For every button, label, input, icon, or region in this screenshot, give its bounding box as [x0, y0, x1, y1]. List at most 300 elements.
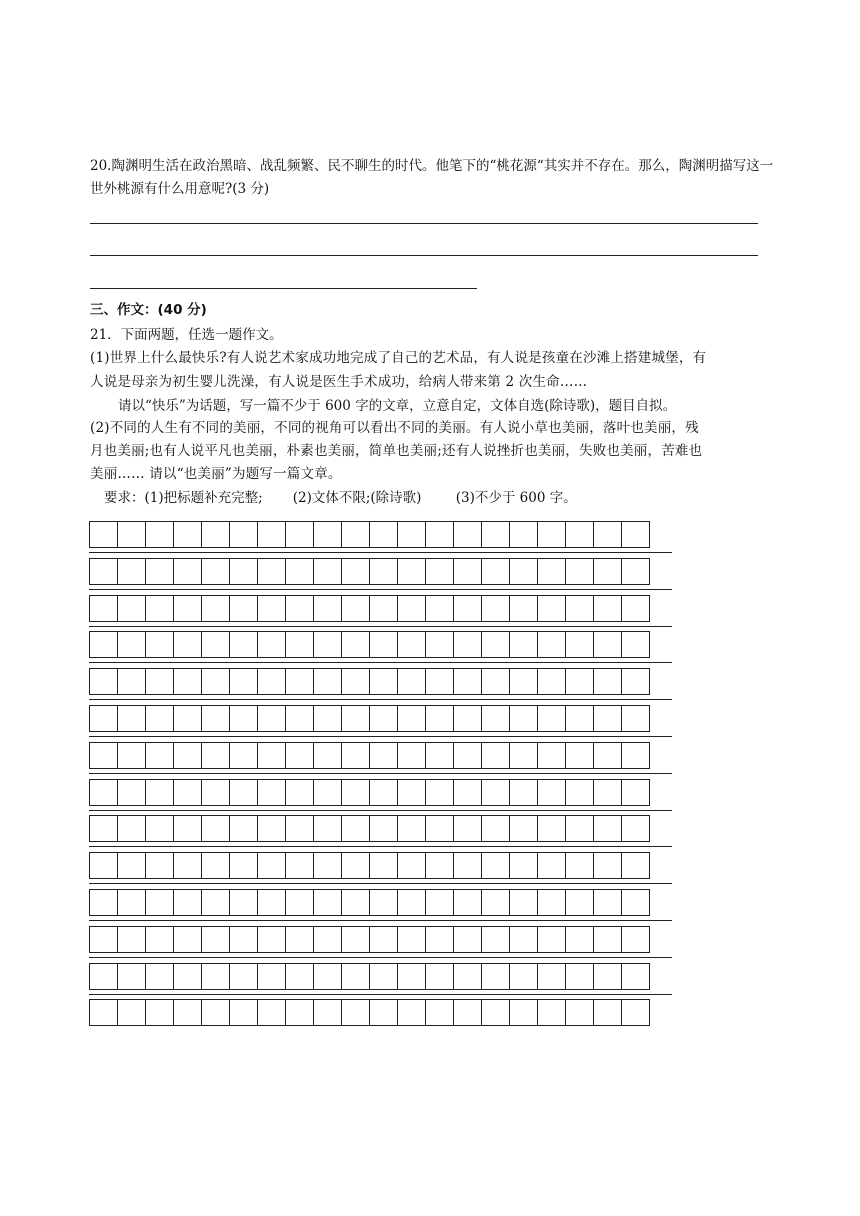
grid-cell[interactable]: [565, 963, 594, 990]
grid-separator-line: [89, 552, 672, 553]
grid-cell[interactable]: [201, 742, 230, 769]
grid-cell[interactable]: [397, 852, 426, 879]
grid-cell[interactable]: [425, 705, 454, 732]
grid-cell[interactable]: [593, 558, 622, 585]
grid-cell[interactable]: [369, 779, 398, 806]
grid-cell[interactable]: [593, 852, 622, 879]
grid-cell[interactable]: [565, 889, 594, 916]
grid-cell[interactable]: [313, 999, 342, 1026]
grid-cell[interactable]: [145, 926, 174, 953]
grid-row: [89, 521, 650, 548]
grid-cell[interactable]: [369, 999, 398, 1026]
grid-cell[interactable]: [201, 595, 230, 622]
grid-cell[interactable]: [425, 668, 454, 695]
grid-cell[interactable]: [537, 815, 566, 842]
grid-cell[interactable]: [593, 595, 622, 622]
grid-cell[interactable]: [89, 631, 118, 658]
grid-cell[interactable]: [145, 963, 174, 990]
grid-cell[interactable]: [201, 889, 230, 916]
grid-cell[interactable]: [537, 889, 566, 916]
grid-cell[interactable]: [257, 926, 286, 953]
grid-cell[interactable]: [145, 668, 174, 695]
grid-cell[interactable]: [369, 815, 398, 842]
grid-cell[interactable]: [481, 521, 510, 548]
grid-cell[interactable]: [621, 742, 650, 769]
grid-cell[interactable]: [257, 631, 286, 658]
grid-cell[interactable]: [201, 926, 230, 953]
grid-cell[interactable]: [565, 558, 594, 585]
grid-cell[interactable]: [397, 999, 426, 1026]
grid-cell[interactable]: [201, 558, 230, 585]
grid-cell[interactable]: [145, 889, 174, 916]
grid-cell[interactable]: [229, 558, 258, 585]
grid-cell[interactable]: [313, 852, 342, 879]
grid-cell[interactable]: [173, 558, 202, 585]
grid-cell[interactable]: [509, 779, 538, 806]
grid-cell[interactable]: [257, 521, 286, 548]
grid-cell[interactable]: [89, 999, 118, 1026]
requirements: 要求：(1)把标题补充完整; (2)文体不限;(除诗歌) (3)不少于 600 字。: [104, 490, 577, 506]
grid-row: [89, 889, 650, 916]
grid-cell[interactable]: [257, 742, 286, 769]
grid-cell[interactable]: [285, 815, 314, 842]
grid-cell[interactable]: [257, 999, 286, 1026]
grid-cell[interactable]: [453, 779, 482, 806]
grid-cell[interactable]: [565, 668, 594, 695]
grid-cell[interactable]: [341, 668, 370, 695]
grid-cell[interactable]: [453, 558, 482, 585]
grid-cell[interactable]: [425, 742, 454, 769]
grid-cell[interactable]: [257, 779, 286, 806]
grid-cell[interactable]: [509, 668, 538, 695]
grid-cell[interactable]: [313, 595, 342, 622]
grid-cell[interactable]: [369, 631, 398, 658]
grid-cell[interactable]: [173, 595, 202, 622]
grid-cell[interactable]: [89, 521, 118, 548]
grid-cell[interactable]: [313, 742, 342, 769]
grid-cell[interactable]: [341, 852, 370, 879]
grid-cell[interactable]: [117, 999, 146, 1026]
grid-cell[interactable]: [89, 889, 118, 916]
grid-cell[interactable]: [229, 889, 258, 916]
grid-cell[interactable]: [313, 926, 342, 953]
grid-cell[interactable]: [397, 705, 426, 732]
grid-cell[interactable]: [145, 742, 174, 769]
grid-cell[interactable]: [313, 705, 342, 732]
grid-cell[interactable]: [229, 926, 258, 953]
grid-cell[interactable]: [565, 631, 594, 658]
grid-cell[interactable]: [593, 779, 622, 806]
grid-cell[interactable]: [257, 852, 286, 879]
grid-cell[interactable]: [257, 815, 286, 842]
grid-cell[interactable]: [565, 815, 594, 842]
grid-cell[interactable]: [341, 595, 370, 622]
grid-cell[interactable]: [565, 852, 594, 879]
grid-cell[interactable]: [565, 926, 594, 953]
grid-cell[interactable]: [117, 815, 146, 842]
grid-cell[interactable]: [509, 815, 538, 842]
grid-cell[interactable]: [201, 705, 230, 732]
grid-cell[interactable]: [397, 926, 426, 953]
grid-cell[interactable]: [369, 852, 398, 879]
grid-cell[interactable]: [341, 558, 370, 585]
grid-cell[interactable]: [481, 926, 510, 953]
grid-cell[interactable]: [117, 631, 146, 658]
grid-cell[interactable]: [285, 852, 314, 879]
grid-cell[interactable]: [201, 521, 230, 548]
grid-cell[interactable]: [341, 926, 370, 953]
grid-cell[interactable]: [537, 705, 566, 732]
grid-cell[interactable]: [145, 521, 174, 548]
grid-cell[interactable]: [593, 926, 622, 953]
grid-cell[interactable]: [425, 595, 454, 622]
grid-cell[interactable]: [313, 963, 342, 990]
grid-cell[interactable]: [593, 999, 622, 1026]
grid-cell[interactable]: [425, 852, 454, 879]
grid-cell[interactable]: [453, 595, 482, 622]
topic-1-text: 人说是母亲为初生婴儿洗澡，有人说是医生手术成功，给病人带来第 2 次生命……: [90, 374, 588, 390]
grid-cell[interactable]: [425, 999, 454, 1026]
grid-cell[interactable]: [117, 963, 146, 990]
grid-cell[interactable]: [341, 742, 370, 769]
grid-cell[interactable]: [425, 521, 454, 548]
grid-separator-line: [89, 957, 672, 958]
section-heading: 三、作文：(40 分): [90, 302, 207, 318]
grid-cell[interactable]: [453, 852, 482, 879]
grid-cell[interactable]: [565, 779, 594, 806]
grid-cell[interactable]: [89, 852, 118, 879]
grid-cell[interactable]: [145, 779, 174, 806]
grid-cell[interactable]: [369, 705, 398, 732]
grid-cell[interactable]: [117, 668, 146, 695]
grid-cell[interactable]: [537, 926, 566, 953]
grid-cell[interactable]: [229, 815, 258, 842]
grid-cell[interactable]: [397, 558, 426, 585]
grid-separator-line: [89, 883, 672, 884]
grid-cell[interactable]: [285, 926, 314, 953]
grid-cell[interactable]: [453, 668, 482, 695]
grid-cell[interactable]: [369, 963, 398, 990]
grid-cell[interactable]: [397, 595, 426, 622]
grid-cell[interactable]: [537, 852, 566, 879]
grid-cell[interactable]: [173, 999, 202, 1026]
topic-1-text: (1)世界上什么最快乐?有人说艺术家成功地完成了自己的艺术品，有人说是孩童在沙滩上搭建城堡，有: [90, 350, 707, 366]
grid-cell[interactable]: [453, 889, 482, 916]
grid-cell[interactable]: [621, 705, 650, 732]
grid-cell[interactable]: [285, 631, 314, 658]
grid-cell[interactable]: [593, 889, 622, 916]
grid-cell[interactable]: [565, 705, 594, 732]
grid-cell[interactable]: [425, 889, 454, 916]
grid-cell[interactable]: [229, 742, 258, 769]
grid-cell[interactable]: [173, 631, 202, 658]
grid-cell[interactable]: [285, 779, 314, 806]
grid-cell[interactable]: [89, 595, 118, 622]
grid-cell[interactable]: [509, 631, 538, 658]
grid-cell[interactable]: [89, 779, 118, 806]
grid-cell[interactable]: [201, 779, 230, 806]
grid-cell[interactable]: [621, 852, 650, 879]
grid-cell[interactable]: [145, 705, 174, 732]
grid-cell[interactable]: [621, 779, 650, 806]
grid-cell[interactable]: [229, 705, 258, 732]
grid-cell[interactable]: [201, 631, 230, 658]
grid-cell[interactable]: [481, 705, 510, 732]
grid-cell[interactable]: [257, 705, 286, 732]
grid-cell[interactable]: [285, 558, 314, 585]
grid-cell[interactable]: [453, 963, 482, 990]
grid-cell[interactable]: [369, 742, 398, 769]
grid-cell[interactable]: [509, 889, 538, 916]
grid-cell[interactable]: [89, 815, 118, 842]
grid-cell[interactable]: [341, 631, 370, 658]
grid-cell[interactable]: [229, 521, 258, 548]
grid-cell[interactable]: [481, 963, 510, 990]
grid-cell[interactable]: [229, 779, 258, 806]
grid-cell[interactable]: [229, 963, 258, 990]
grid-cell[interactable]: [481, 889, 510, 916]
topic-1-instruction: 请以“快乐”为话题，写一篇不少于 600 字的文章，立意自定，文体自选(除诗歌)，题目自拟。: [118, 398, 677, 414]
grid-cell[interactable]: [593, 742, 622, 769]
grid-cell[interactable]: [117, 926, 146, 953]
grid-cell[interactable]: [481, 631, 510, 658]
grid-cell[interactable]: [453, 705, 482, 732]
grid-cell[interactable]: [621, 595, 650, 622]
grid-cell[interactable]: [341, 999, 370, 1026]
grid-cell[interactable]: [537, 779, 566, 806]
grid-cell[interactable]: [481, 779, 510, 806]
grid-cell[interactable]: [397, 889, 426, 916]
grid-cell[interactable]: [621, 558, 650, 585]
grid-cell[interactable]: [593, 963, 622, 990]
grid-cell[interactable]: [453, 521, 482, 548]
grid-cell[interactable]: [229, 999, 258, 1026]
grid-cell[interactable]: [509, 521, 538, 548]
grid-cell[interactable]: [509, 999, 538, 1026]
grid-cell[interactable]: [621, 926, 650, 953]
grid-cell[interactable]: [621, 668, 650, 695]
grid-cell[interactable]: [537, 742, 566, 769]
grid-cell[interactable]: [285, 668, 314, 695]
grid-cell[interactable]: [369, 595, 398, 622]
grid-cell[interactable]: [537, 963, 566, 990]
grid-cell[interactable]: [145, 595, 174, 622]
grid-cell[interactable]: [341, 963, 370, 990]
grid-cell[interactable]: [145, 815, 174, 842]
grid-cell[interactable]: [397, 779, 426, 806]
grid-cell[interactable]: [145, 631, 174, 658]
grid-cell[interactable]: [621, 815, 650, 842]
grid-cell[interactable]: [285, 889, 314, 916]
grid-cell[interactable]: [425, 815, 454, 842]
grid-cell[interactable]: [509, 742, 538, 769]
grid-cell[interactable]: [117, 558, 146, 585]
grid-cell[interactable]: [509, 963, 538, 990]
grid-cell[interactable]: [313, 815, 342, 842]
grid-cell[interactable]: [89, 963, 118, 990]
grid-cell[interactable]: [453, 926, 482, 953]
grid-cell[interactable]: [285, 999, 314, 1026]
grid-cell[interactable]: [257, 889, 286, 916]
grid-cell[interactable]: [257, 963, 286, 990]
grid-row: [89, 926, 650, 953]
grid-cell[interactable]: [621, 521, 650, 548]
grid-cell[interactable]: [117, 521, 146, 548]
grid-cell[interactable]: [565, 521, 594, 548]
grid-cell[interactable]: [397, 815, 426, 842]
grid-row: [89, 779, 650, 806]
grid-cell[interactable]: [481, 595, 510, 622]
grid-cell[interactable]: [201, 999, 230, 1026]
grid-cell[interactable]: [537, 631, 566, 658]
grid-cell[interactable]: [201, 852, 230, 879]
grid-cell[interactable]: [201, 668, 230, 695]
grid-cell[interactable]: [537, 668, 566, 695]
grid-cell[interactable]: [145, 999, 174, 1026]
grid-cell[interactable]: [397, 521, 426, 548]
grid-cell[interactable]: [117, 779, 146, 806]
grid-cell[interactable]: [481, 815, 510, 842]
grid-cell[interactable]: [313, 668, 342, 695]
grid-cell[interactable]: [313, 779, 342, 806]
grid-cell[interactable]: [621, 889, 650, 916]
grid-cell[interactable]: [173, 705, 202, 732]
grid-cell[interactable]: [229, 595, 258, 622]
grid-cell[interactable]: [117, 852, 146, 879]
grid-cell[interactable]: [257, 558, 286, 585]
grid-cell[interactable]: [173, 815, 202, 842]
grid-separator-line: [89, 736, 672, 737]
grid-cell[interactable]: [341, 815, 370, 842]
grid-cell[interactable]: [397, 963, 426, 990]
grid-cell[interactable]: [565, 595, 594, 622]
grid-cell[interactable]: [285, 521, 314, 548]
grid-cell[interactable]: [369, 558, 398, 585]
grid-cell[interactable]: [565, 742, 594, 769]
grid-cell[interactable]: [173, 889, 202, 916]
grid-cell[interactable]: [229, 631, 258, 658]
grid-cell[interactable]: [425, 631, 454, 658]
grid-cell[interactable]: [89, 742, 118, 769]
grid-separator-line: [89, 846, 672, 847]
grid-cell[interactable]: [173, 926, 202, 953]
grid-cell[interactable]: [313, 558, 342, 585]
grid-cell[interactable]: [509, 852, 538, 879]
grid-cell[interactable]: [369, 926, 398, 953]
grid-cell[interactable]: [537, 558, 566, 585]
grid-cell[interactable]: [397, 668, 426, 695]
grid-cell[interactable]: [425, 558, 454, 585]
grid-cell[interactable]: [313, 631, 342, 658]
grid-cell[interactable]: [509, 595, 538, 622]
grid-cell[interactable]: [117, 889, 146, 916]
grid-separator-line: [89, 589, 672, 590]
grid-separator-line: [89, 626, 672, 627]
grid-cell[interactable]: [481, 668, 510, 695]
grid-cell[interactable]: [201, 963, 230, 990]
grid-cell[interactable]: [481, 558, 510, 585]
grid-cell[interactable]: [593, 705, 622, 732]
grid-cell[interactable]: [341, 521, 370, 548]
grid-cell[interactable]: [537, 521, 566, 548]
grid-cell[interactable]: [313, 889, 342, 916]
grid-cell[interactable]: [453, 999, 482, 1026]
grid-cell[interactable]: [173, 779, 202, 806]
grid-cell[interactable]: [425, 779, 454, 806]
grid-cell[interactable]: [285, 705, 314, 732]
grid-cell[interactable]: [481, 999, 510, 1026]
grid-cell[interactable]: [593, 631, 622, 658]
grid-separator-line: [89, 994, 672, 995]
topic-2-text: (2)不同的人生有不同的美丽，不同的视角可以看出不同的美丽。有人说小草也美丽，落叶也美丽，残: [90, 420, 699, 436]
grid-cell[interactable]: [369, 521, 398, 548]
grid-cell[interactable]: [145, 852, 174, 879]
grid-cell[interactable]: [509, 558, 538, 585]
grid-cell[interactable]: [89, 926, 118, 953]
grid-cell[interactable]: [509, 926, 538, 953]
grid-cell[interactable]: [257, 668, 286, 695]
grid-cell[interactable]: [481, 852, 510, 879]
grid-cell[interactable]: [453, 742, 482, 769]
grid-cell[interactable]: [537, 595, 566, 622]
grid-cell[interactable]: [341, 779, 370, 806]
grid-cell[interactable]: [537, 999, 566, 1026]
grid-cell[interactable]: [593, 668, 622, 695]
grid-cell[interactable]: [453, 815, 482, 842]
grid-cell[interactable]: [341, 889, 370, 916]
grid-cell[interactable]: [425, 926, 454, 953]
grid-cell[interactable]: [593, 815, 622, 842]
grid-cell[interactable]: [89, 705, 118, 732]
topic-2-text: 月也美丽;也有人说平凡也美丽，朴素也美丽，简单也美丽;还有人说挫折也美丽，失败也美丽，苦难也: [90, 443, 703, 459]
grid-cell[interactable]: [369, 889, 398, 916]
grid-cell[interactable]: [285, 595, 314, 622]
grid-cell[interactable]: [341, 705, 370, 732]
grid-cell[interactable]: [565, 999, 594, 1026]
grid-cell[interactable]: [201, 815, 230, 842]
grid-cell[interactable]: [621, 631, 650, 658]
grid-cell[interactable]: [257, 595, 286, 622]
grid-cell[interactable]: [173, 668, 202, 695]
grid-row: [89, 742, 650, 769]
grid-cell[interactable]: [425, 963, 454, 990]
grid-cell[interactable]: [117, 742, 146, 769]
grid-cell[interactable]: [621, 963, 650, 990]
grid-cell[interactable]: [285, 742, 314, 769]
grid-cell[interactable]: [89, 668, 118, 695]
grid-cell[interactable]: [173, 963, 202, 990]
grid-cell[interactable]: [397, 742, 426, 769]
grid-cell[interactable]: [509, 705, 538, 732]
grid-cell[interactable]: [173, 521, 202, 548]
grid-cell[interactable]: [621, 999, 650, 1026]
grid-cell[interactable]: [481, 742, 510, 769]
grid-cell[interactable]: [369, 668, 398, 695]
grid-cell[interactable]: [117, 595, 146, 622]
grid-cell[interactable]: [285, 963, 314, 990]
grid-cell[interactable]: [173, 742, 202, 769]
grid-cell[interactable]: [173, 852, 202, 879]
grid-cell[interactable]: [229, 852, 258, 879]
grid-cell[interactable]: [397, 631, 426, 658]
grid-cell[interactable]: [313, 521, 342, 548]
grid-cell[interactable]: [145, 558, 174, 585]
grid-cell[interactable]: [593, 521, 622, 548]
grid-cell[interactable]: [229, 668, 258, 695]
grid-cell[interactable]: [453, 631, 482, 658]
grid-cell[interactable]: [117, 705, 146, 732]
grid-cell[interactable]: [89, 558, 118, 585]
